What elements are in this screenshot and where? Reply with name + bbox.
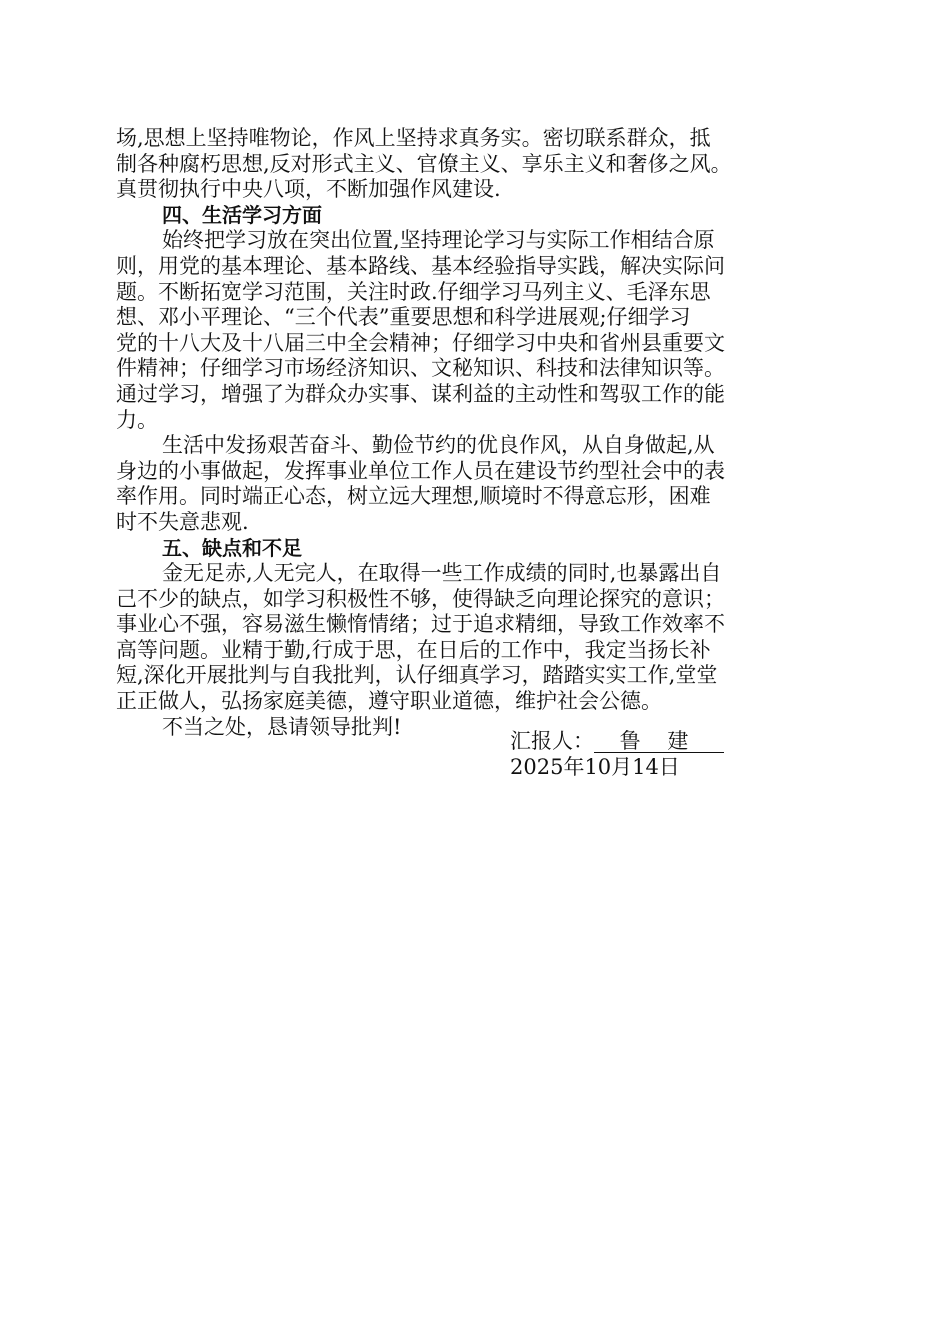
paragraph-4-line-6: 正正做人，弘扬家庭美德，遵守职业道德，维护社会公德。 — [116, 689, 662, 714]
paragraph-4-line-1: 金无足赤,人无完人，在取得一些工作成绩的同时,也暴露出自 — [162, 561, 722, 586]
paragraph-4-line-2: 己不少的缺点，如学习积极性不够，使得缺乏向理论探究的意识； — [116, 586, 725, 611]
paragraph-2-line-2: 则，用党的基本理论、基本路线、基本经验指导实践，解决实际问 — [116, 253, 725, 278]
paragraph-2-line-4: 想、邓小平理论、“三个代表”重要思想和科学进展观;仔细学习 — [116, 305, 691, 330]
signature-block — [510, 729, 724, 780]
section-heading-5: 五、缺点和不足 — [162, 535, 302, 560]
paragraph-2-line-6: 件精神；仔细学习市场经济知识、文秘知识、科技和法律知识等。 — [116, 356, 725, 381]
paragraph-2-line-3: 题。不断拓宽学习范围，关注时政.仔细学习马列主义、毛泽东思 — [116, 279, 711, 304]
report-body — [116, 126, 836, 740]
paragraph-2-line-1: 始终把学习放在突出位置,坚持理论学习与实际工作相结合原 — [162, 228, 715, 253]
paragraph-3-line-4: 时不失意悲观. — [116, 509, 249, 534]
paragraph-4-line-3: 事业心不强，容易滋生懒惰情绪；过于追求精细，导致工作效率不 — [116, 612, 725, 637]
paragraph-4-line-5: 短,深化开展批判与自我批判，认仔细真学习，踏踏实实工作,堂堂 — [116, 663, 718, 688]
paragraph-3-line-2: 身边的小事做起，发挥事业单位工作人员在建设节约型社会中的表 — [116, 458, 725, 483]
paragraph-2-line-7: 通过学习，增强了为群众办实事、谋利益的主动性和驾驭工作的能 — [116, 381, 725, 406]
paragraph-1-line-3: 真贯彻执行中央八项，不断加强作风建设. — [116, 177, 501, 202]
reporter-name: 鲁 建 — [594, 730, 724, 753]
reporter-label: 汇报人： — [510, 729, 594, 753]
reporter-line — [510, 729, 724, 755]
paragraph-3-line-3: 率作用。同时端正心态，树立远大理想,顺境时不得意忘形，困难 — [116, 484, 711, 509]
paragraph-4-line-4: 高等问题。业精于勤,行成于思，在日后的工作中，我定当扬长补 — [116, 637, 711, 662]
paragraph-1-line-1: 场,思想上坚持唯物论，作风上坚持求真务实。密切联系群众，抵 — [116, 126, 711, 150]
paragraph-2-line-8: 力。 — [116, 407, 158, 432]
report-date: 2025年10月14日 — [510, 754, 680, 779]
section-heading-4: 四、生活学习方面 — [162, 202, 322, 227]
closing-line: 不当之处，恳请领导批判! — [162, 714, 402, 739]
paragraph-2-line-5: 党的十八大及十八届三中全会精神；仔细学习中央和省州县重要文 — [116, 330, 725, 355]
paragraph-3-line-1: 生活中发扬艰苦奋斗、勤俭节约的优良作风，从自身做起,从 — [162, 433, 715, 458]
paragraph-1-line-2: 制各种腐朽思想,反对形式主义、官僚主义、享乐主义和奢侈之风。 — [116, 151, 732, 176]
